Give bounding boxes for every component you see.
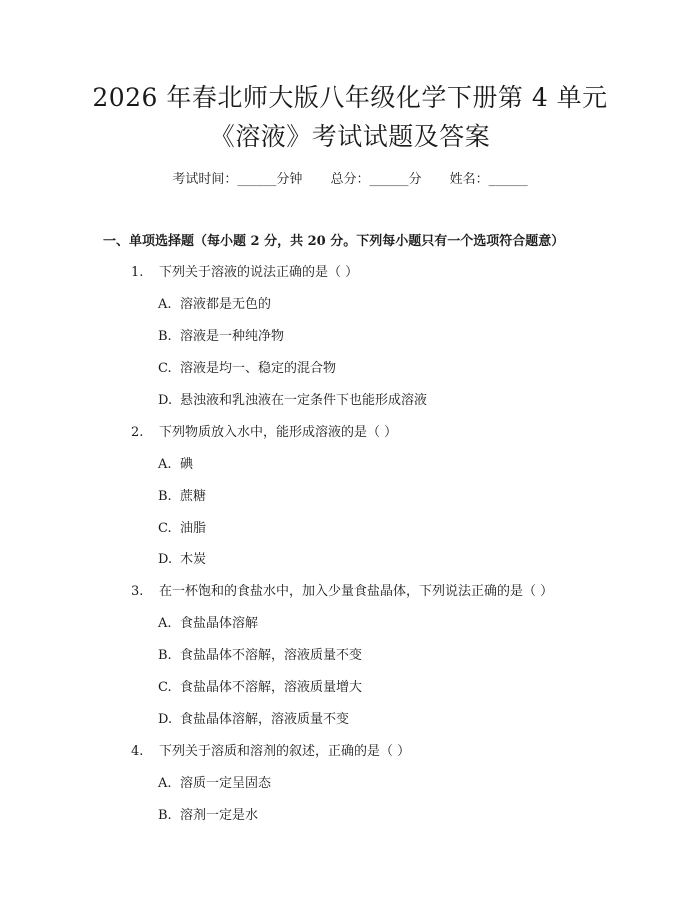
option-2a bbox=[158, 453, 193, 472]
question-number: 3. bbox=[131, 584, 144, 599]
option-text: 溶液都是无色的 bbox=[180, 297, 272, 312]
option-3a bbox=[158, 612, 258, 631]
question-4 bbox=[131, 740, 410, 759]
option-2b bbox=[158, 485, 206, 504]
option-text: 溶剂一定是水 bbox=[180, 808, 259, 823]
option-1a bbox=[158, 293, 271, 312]
option-text: 蔗糖 bbox=[180, 489, 207, 504]
exam-time-field: 考试时间：______分钟 bbox=[172, 172, 303, 187]
option-1d bbox=[158, 389, 427, 408]
question-2 bbox=[131, 421, 397, 440]
option-4a bbox=[158, 772, 271, 791]
question-text: 下列关于溶质和溶剂的叙述，正确的是（ ） bbox=[159, 744, 411, 759]
option-letter: C. bbox=[158, 680, 172, 695]
option-3d bbox=[158, 708, 349, 727]
option-text: 碘 bbox=[180, 457, 194, 472]
question-text: 在一杯饱和的食盐水中，加入少量食盐晶体，下列说法正确的是（ ） bbox=[159, 584, 554, 599]
exam-meta bbox=[0, 168, 700, 187]
option-3c bbox=[158, 676, 362, 695]
option-letter: B. bbox=[158, 329, 172, 344]
option-letter: D. bbox=[158, 552, 173, 567]
question-3 bbox=[131, 580, 553, 599]
option-4b bbox=[158, 804, 258, 823]
option-2d bbox=[158, 548, 206, 567]
option-text: 食盐晶体不溶解，溶液质量增大 bbox=[180, 680, 363, 695]
option-text: 油脂 bbox=[180, 521, 207, 536]
option-1c bbox=[158, 357, 336, 376]
option-text: 食盐晶体溶解，溶液质量不变 bbox=[180, 712, 350, 727]
option-text: 溶质一定呈固态 bbox=[180, 776, 272, 791]
question-text: 下列关于溶液的说法正确的是（ ） bbox=[159, 265, 359, 280]
question-1 bbox=[131, 261, 358, 280]
option-text: 食盐晶体不溶解，溶液质量不变 bbox=[180, 648, 363, 663]
option-letter: D. bbox=[158, 393, 173, 408]
question-number: 4. bbox=[131, 744, 144, 759]
option-text: 食盐晶体溶解 bbox=[180, 616, 259, 631]
option-letter: B. bbox=[158, 648, 172, 663]
question-text: 下列物质放入水中，能形成溶液的是（ ） bbox=[159, 425, 398, 440]
option-text: 溶液是一种纯净物 bbox=[180, 329, 285, 344]
option-text: 悬浊液和乳浊液在一定条件下也能形成溶液 bbox=[180, 393, 428, 408]
option-letter: A. bbox=[158, 776, 172, 791]
option-letter: A. bbox=[158, 297, 172, 312]
total-score-field: 总分：______分 bbox=[330, 172, 422, 187]
title-line-2: 《溶液》考试试题及答案 bbox=[209, 122, 491, 151]
option-letter: A. bbox=[158, 457, 172, 472]
question-number: 2. bbox=[131, 425, 144, 440]
option-letter: C. bbox=[158, 521, 172, 536]
option-text: 木炭 bbox=[180, 552, 207, 567]
title-line-1: 2026 年春北师大版八年级化学下册第 4 单元 bbox=[92, 83, 608, 112]
option-letter: B. bbox=[158, 489, 172, 504]
name-field: 姓名：______ bbox=[449, 172, 528, 187]
option-letter: C. bbox=[158, 361, 172, 376]
option-3b bbox=[158, 644, 362, 663]
option-letter: A. bbox=[158, 616, 172, 631]
option-letter: B. bbox=[158, 808, 172, 823]
section-heading: 一、单项选择题（每小题 2 分，共 20 分。下列每小题只有一个选项符合题意） bbox=[103, 234, 565, 249]
option-2c bbox=[158, 517, 206, 536]
option-text: 溶液是均一、稳定的混合物 bbox=[180, 361, 337, 376]
option-letter: D. bbox=[158, 712, 173, 727]
option-1b bbox=[158, 325, 284, 344]
question-number: 1. bbox=[131, 265, 144, 280]
